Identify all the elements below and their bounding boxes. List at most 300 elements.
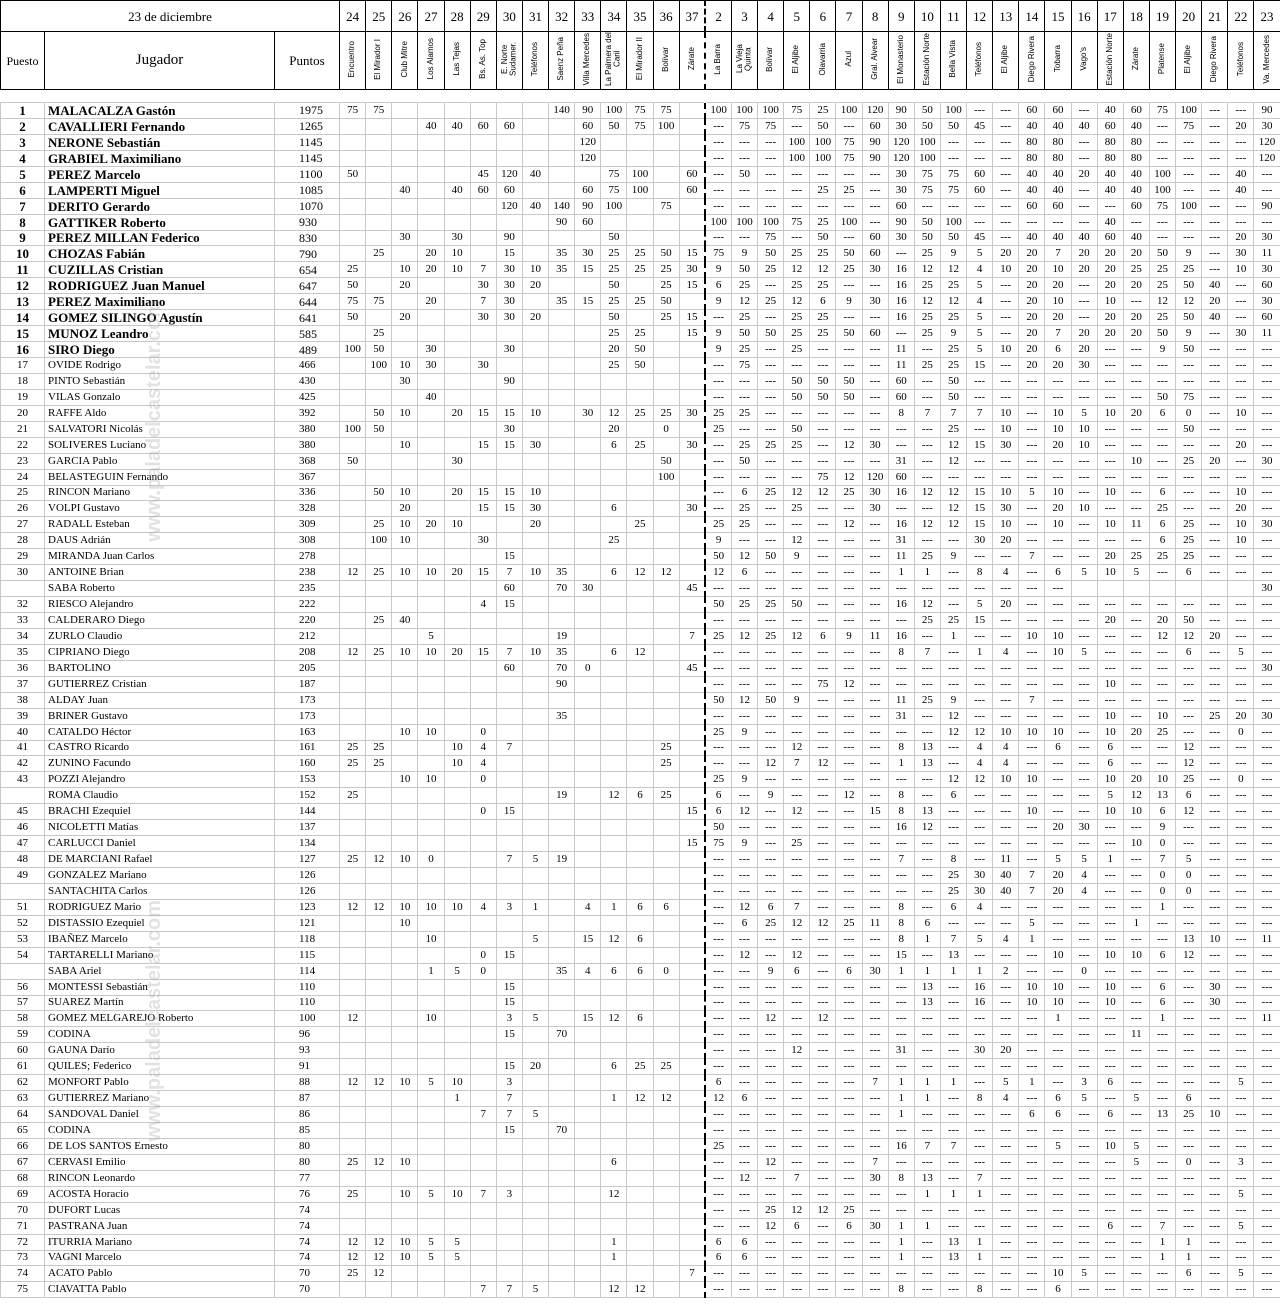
score-cell: --- [1045,836,1071,852]
player-points: 830 [275,230,340,246]
score-cell [418,373,444,389]
table-row [1,1170,1280,1186]
score-cell: 40 [1097,182,1123,198]
score-cell: 12 [810,485,836,501]
score-cell: 5 [967,326,993,342]
spacer-cell [444,90,470,103]
score-cell: --- [731,389,757,405]
score-cell: --- [967,214,993,230]
spacer-cell [418,90,444,103]
score-cell: 40 [1019,166,1045,182]
score-cell [340,1170,366,1186]
score-cell: --- [1097,1282,1123,1298]
score-cell [496,134,522,150]
score-cell [522,692,548,708]
score-cell [575,565,601,581]
score-cell: --- [1071,1170,1097,1186]
score-cell: 8 [888,931,914,947]
score-cell: 20 [1202,453,1228,469]
score-cell: --- [836,342,862,358]
score-cell: 1 [888,1091,914,1107]
score-cell: 30 [1254,262,1280,278]
column-number: 20 [1176,1,1202,32]
score-cell: 6 [653,899,679,915]
score-cell: 25 [810,326,836,342]
score-cell: 15 [470,501,496,517]
score-cell: --- [1254,1266,1280,1282]
score-cell [575,676,601,692]
player-points: 425 [275,389,340,405]
score-cell: --- [758,310,784,326]
score-cell: --- [1045,931,1071,947]
score-cell: 15 [496,485,522,501]
score-cell: --- [1228,1138,1254,1154]
score-cell: --- [810,613,836,629]
score-cell [470,708,496,724]
score-cell: --- [1071,1059,1097,1075]
score-cell: --- [1149,565,1175,581]
score-cell: 20 [1045,501,1071,517]
score-cell [366,836,392,852]
score-cell: --- [862,1027,888,1043]
score-cell: 5 [1071,1266,1097,1282]
score-cell: 16 [888,597,914,613]
score-cell: --- [993,581,1019,597]
score-cell: 20 [1071,326,1097,342]
score-cell: 60 [888,198,914,214]
score-cell: --- [993,995,1019,1011]
score-cell: 12 [731,947,757,963]
score-cell: 45 [679,660,705,676]
score-cell: --- [940,1170,966,1186]
column-number: 4 [758,1,784,32]
score-cell: --- [836,1138,862,1154]
venue-header [1254,32,1280,90]
player-points: 76 [275,1186,340,1202]
score-cell: 100 [758,214,784,230]
row-position: 36 [1,660,45,676]
score-cell: --- [1228,294,1254,310]
score-cell: 6 [1045,565,1071,581]
score-cell [418,1138,444,1154]
player-name: ITURRIA Mariano [45,1234,275,1250]
score-cell: 6 [1149,979,1175,995]
score-cell: --- [1071,533,1097,549]
score-cell: 60 [1254,278,1280,294]
score-cell [366,1202,392,1218]
player-points: 336 [275,485,340,501]
score-cell: 30 [888,230,914,246]
score-cell [575,804,601,820]
score-cell: 1 [967,1250,993,1266]
score-cell: --- [1176,358,1202,374]
score-cell: --- [1019,1202,1045,1218]
spacer-cell [549,90,575,103]
row-position: 7 [1,198,45,214]
score-cell [522,597,548,613]
score-cell: 50 [340,453,366,469]
spacer-cell [1019,90,1045,103]
score-cell: 20 [1071,246,1097,262]
date-title: 23 de diciembre [1,1,340,32]
score-cell: 25 [810,182,836,198]
score-cell: 30 [418,342,444,358]
score-cell: --- [914,1011,940,1027]
score-cell: --- [1254,1202,1280,1218]
score-cell: --- [1097,421,1123,437]
score-cell: 10 [993,405,1019,421]
score-cell: --- [1228,995,1254,1011]
score-cell: --- [1123,358,1149,374]
score-cell: 31 [888,533,914,549]
score-cell [549,724,575,740]
score-cell [522,1075,548,1091]
spacer-cell [522,90,548,103]
score-cell: 50 [758,549,784,565]
score-cell [601,628,627,644]
score-cell: 12 [940,708,966,724]
player-name: CERVASI Emilio [45,1154,275,1170]
score-cell: 31 [888,453,914,469]
score-cell: --- [1149,963,1175,979]
player-points: 160 [275,756,340,772]
score-cell: 50 [653,246,679,262]
score-cell: 20 [993,1043,1019,1059]
score-cell: 16 [888,278,914,294]
score-cell: 60 [496,118,522,134]
score-cell: --- [810,1266,836,1282]
score-cell: 1 [1019,931,1045,947]
score-cell: --- [862,597,888,613]
score-cell: --- [1202,1075,1228,1091]
score-cell: --- [967,676,993,692]
score-cell: 7 [862,1075,888,1091]
player-points: 77 [275,1170,340,1186]
score-cell: 16 [888,517,914,533]
score-cell: --- [888,979,914,995]
score-cell [679,198,705,214]
score-cell [549,134,575,150]
score-cell [366,820,392,836]
score-cell: --- [1019,1059,1045,1075]
score-cell [392,628,418,644]
player-name: RODRIGUEZ Juan Manuel [45,278,275,294]
score-cell: 40 [1202,278,1228,294]
score-cell: 45 [470,166,496,182]
score-cell: 10 [1123,947,1149,963]
score-cell: --- [993,103,1019,119]
score-cell [392,1266,418,1282]
score-cell: --- [1097,963,1123,979]
score-cell [653,947,679,963]
score-cell: --- [1149,597,1175,613]
score-cell: 12 [940,517,966,533]
table-row [1,1234,1280,1250]
score-cell: 6 [1045,1091,1071,1107]
score-cell [340,1059,366,1075]
score-cell: --- [1176,597,1202,613]
score-cell: --- [1045,214,1071,230]
score-cell: 50 [810,230,836,246]
score-cell: --- [836,1043,862,1059]
score-cell [627,772,653,788]
score-cell: 12 [940,485,966,501]
score-cell [653,134,679,150]
score-cell: --- [1202,868,1228,884]
score-cell: 16 [888,262,914,278]
score-cell [392,118,418,134]
player-points: 70 [275,1282,340,1298]
score-cell: --- [1019,1027,1045,1043]
score-cell [418,915,444,931]
score-cell: 20 [418,262,444,278]
score-cell: 10 [392,1075,418,1091]
score-cell: 15 [967,517,993,533]
score-cell: --- [1176,1027,1202,1043]
score-cell: --- [862,342,888,358]
spacer-cell [1123,90,1149,103]
score-cell: 3 [1228,1154,1254,1170]
score-cell: 10 [1202,931,1228,947]
score-cell [653,868,679,884]
score-cell: 40 [1202,310,1228,326]
score-cell: 20 [1097,326,1123,342]
score-cell [522,246,548,262]
score-cell [679,565,705,581]
score-cell: --- [1228,358,1254,374]
score-cell: 7 [967,405,993,421]
score-cell [470,995,496,1011]
score-cell [601,1266,627,1282]
score-cell: 10 [392,1234,418,1250]
score-cell: 100 [940,103,966,119]
score-cell [444,198,470,214]
score-cell [418,198,444,214]
score-cell: --- [705,437,731,453]
score-cell [392,453,418,469]
player-points: 173 [275,692,340,708]
score-cell: 10 [1071,437,1097,453]
player-name: RINCON Leonardo [45,1170,275,1186]
score-cell: 20 [1228,708,1254,724]
score-cell: 12 [810,1011,836,1027]
score-cell: --- [862,852,888,868]
row-position [1,788,45,804]
score-cell [627,1234,653,1250]
score-cell: --- [705,899,731,915]
score-cell: --- [1097,342,1123,358]
score-cell: 12 [758,1154,784,1170]
score-cell: 5 [1123,1091,1149,1107]
score-cell: --- [705,453,731,469]
score-cell: 4 [967,262,993,278]
row-position: 48 [1,852,45,868]
score-cell: 5 [1045,852,1071,868]
score-cell: --- [1123,756,1149,772]
score-cell [549,899,575,915]
spacer-cell [366,90,392,103]
table-row [1,246,1280,262]
score-cell: --- [1202,230,1228,246]
score-cell: 7 [496,740,522,756]
score-cell: --- [1202,836,1228,852]
score-cell [679,485,705,501]
score-cell: --- [993,1027,1019,1043]
score-cell: --- [993,310,1019,326]
score-cell: --- [1202,1282,1228,1298]
score-cell: --- [1045,1123,1071,1139]
row-position: 64 [1,1107,45,1123]
spacer-cell [1097,90,1123,103]
score-cell [679,883,705,899]
player-name: BELASTEGUIN Fernando [45,469,275,485]
spacer-row [1,90,1280,103]
score-cell: --- [967,134,993,150]
score-cell [392,708,418,724]
score-cell: --- [810,947,836,963]
score-cell: --- [1202,613,1228,629]
score-cell: --- [1071,947,1097,963]
score-cell [470,883,496,899]
score-cell: 60 [496,182,522,198]
player-name: GUTIERREZ Mariano [45,1091,275,1107]
score-cell [522,1202,548,1218]
score-cell [418,836,444,852]
score-cell [418,692,444,708]
score-cell [679,995,705,1011]
score-cell: --- [1202,947,1228,963]
score-cell: 10 [1097,517,1123,533]
score-cell: --- [1254,852,1280,868]
score-cell [366,198,392,214]
score-cell: --- [1202,740,1228,756]
score-cell: 50 [653,453,679,469]
score-cell: 13 [914,979,940,995]
score-cell: --- [810,358,836,374]
score-cell: 7 [1045,246,1071,262]
score-cell: 70 [549,1027,575,1043]
score-cell: 12 [1176,947,1202,963]
score-cell: 5 [1045,1138,1071,1154]
score-cell: 25 [758,262,784,278]
venue-header [1019,32,1045,90]
score-cell: --- [1228,310,1254,326]
score-cell: 1 [1123,915,1149,931]
table-row [1,166,1280,182]
score-cell: 50 [366,421,392,437]
score-cell: --- [1176,1011,1202,1027]
score-cell [627,597,653,613]
score-cell: 11 [888,358,914,374]
score-cell: 12 [1123,788,1149,804]
table-row [1,565,1280,581]
score-cell: 12 [810,756,836,772]
score-cell: 4 [470,740,496,756]
score-cell: --- [1045,963,1071,979]
row-position: 34 [1,628,45,644]
score-cell: --- [1176,182,1202,198]
score-cell: 15 [575,262,601,278]
score-cell [496,724,522,740]
player-name: CUZILLAS Cristian [45,262,275,278]
score-cell [549,947,575,963]
score-cell: --- [993,1123,1019,1139]
score-cell: 75 [705,246,731,262]
score-cell: 25 [340,788,366,804]
score-cell [549,931,575,947]
score-cell: --- [705,1123,731,1139]
score-cell: --- [1019,1282,1045,1298]
score-cell: 90 [549,676,575,692]
score-cell [444,310,470,326]
score-cell: 60 [575,182,601,198]
score-cell [392,1043,418,1059]
score-cell: 12 [731,294,757,310]
score-cell: 10 [392,358,418,374]
score-cell: 7 [1019,868,1045,884]
score-cell: --- [1071,1138,1097,1154]
column-number: 6 [810,1,836,32]
score-cell: --- [1254,549,1280,565]
score-cell [575,1107,601,1123]
score-cell: --- [836,899,862,915]
score-cell: 1 [1149,1011,1175,1027]
score-cell: 120 [496,166,522,182]
score-cell: --- [1071,278,1097,294]
score-cell: --- [836,1186,862,1202]
player-points: 1100 [275,166,340,182]
venue-label: El Mirador I [373,38,383,80]
score-cell: 9 [705,294,731,310]
score-cell: --- [836,947,862,963]
score-cell: 11 [1254,1011,1280,1027]
player-points: 80 [275,1138,340,1154]
score-cell [575,613,601,629]
score-cell: --- [784,660,810,676]
score-cell [340,469,366,485]
score-cell: --- [836,883,862,899]
row-position: 61 [1,1059,45,1075]
score-cell [366,915,392,931]
score-cell: --- [1228,453,1254,469]
score-cell: --- [784,772,810,788]
score-cell: 40 [1123,118,1149,134]
score-cell [522,389,548,405]
score-cell [575,389,601,405]
score-cell: --- [1202,166,1228,182]
player-name: PASTRANA Juan [45,1218,275,1234]
player-points: 144 [275,804,340,820]
score-cell [601,581,627,597]
score-cell [470,1027,496,1043]
player-name: ROMA Claudio [45,788,275,804]
score-cell [627,979,653,995]
score-cell: 9 [731,246,757,262]
score-cell: --- [993,1154,1019,1170]
score-cell: --- [784,198,810,214]
score-cell [549,230,575,246]
score-cell: 12 [914,517,940,533]
score-cell: --- [993,389,1019,405]
score-cell: --- [862,1186,888,1202]
score-cell: 30 [888,182,914,198]
score-cell: 25 [366,756,392,772]
player-points: 647 [275,278,340,294]
score-cell: --- [810,708,836,724]
score-cell: --- [1071,724,1097,740]
score-cell: 25 [810,278,836,294]
score-cell: --- [862,198,888,214]
